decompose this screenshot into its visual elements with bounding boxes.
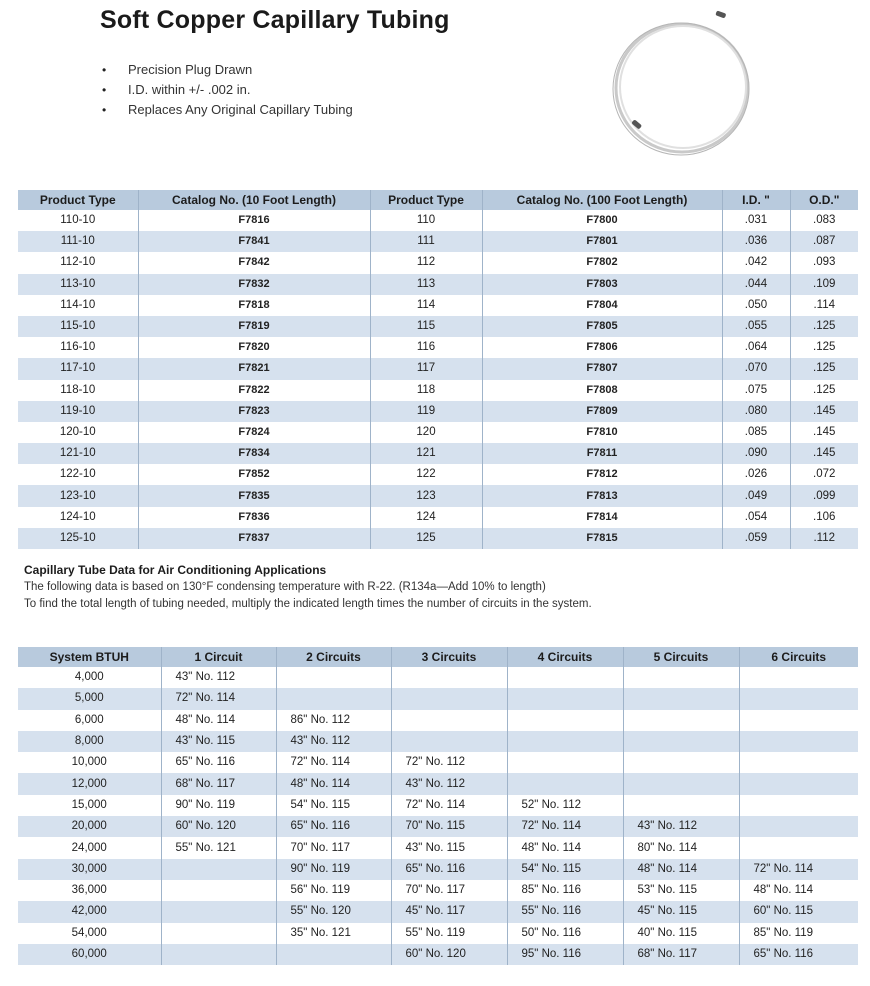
feature-list: [100, 60, 353, 120]
column-header: 6 Circuits: [739, 647, 858, 667]
table-cell: 24,000: [18, 837, 161, 858]
table-cell: F7819: [138, 316, 370, 337]
table-cell: [623, 710, 739, 731]
column-header: O.D.": [790, 190, 858, 210]
table-cell: .049: [722, 485, 790, 506]
table-row: [18, 859, 858, 880]
page-title: Soft Copper Capillary Tubing: [100, 6, 450, 34]
table-cell: 55" No. 120: [276, 901, 391, 922]
table-row: [18, 316, 858, 337]
table-cell: 4,000: [18, 667, 161, 688]
table-cell: 54,000: [18, 923, 161, 944]
table-row: [18, 528, 858, 549]
table-cell: 72" No. 114: [161, 688, 276, 709]
table-cell: 48" No. 114: [739, 880, 858, 901]
table-cell: .031: [722, 210, 790, 231]
table-cell: [507, 710, 623, 731]
table-cell: 120-10: [18, 422, 138, 443]
table-cell: [507, 667, 623, 688]
table-cell: 35" No. 121: [276, 923, 391, 944]
table-cell: 60" No. 120: [391, 944, 507, 965]
table-cell: [276, 667, 391, 688]
table-row: [18, 380, 858, 401]
table-cell: F7818: [138, 295, 370, 316]
table-cell: 50" No. 116: [507, 923, 623, 944]
table-cell: [739, 752, 858, 773]
table-cell: 10,000: [18, 752, 161, 773]
table-cell: 40" No. 115: [623, 923, 739, 944]
table-cell: 119-10: [18, 401, 138, 422]
table-cell: 110: [370, 210, 482, 231]
product-table-header: [18, 190, 858, 210]
table-cell: [276, 688, 391, 709]
table-cell: [391, 688, 507, 709]
table-cell: 68" No. 117: [161, 773, 276, 794]
table-row: [18, 773, 858, 794]
table-row: [18, 795, 858, 816]
column-header: 2 Circuits: [276, 647, 391, 667]
table-row: [18, 667, 858, 688]
bullet-icon: •: [102, 83, 107, 97]
table-cell: 113: [370, 274, 482, 295]
column-header: Product Type: [370, 190, 482, 210]
table-cell: 12,000: [18, 773, 161, 794]
table-cell: 90" No. 119: [161, 795, 276, 816]
table-cell: 20,000: [18, 816, 161, 837]
table-row: [18, 485, 858, 506]
table-cell: .050: [722, 295, 790, 316]
table-cell: [623, 773, 739, 794]
table-cell: F7816: [138, 210, 370, 231]
table-cell: F7824: [138, 422, 370, 443]
table-cell: 112-10: [18, 252, 138, 273]
table-cell: 48" No. 114: [623, 859, 739, 880]
table-cell: F7841: [138, 231, 370, 252]
table-cell: F7804: [482, 295, 722, 316]
column-header: I.D. ": [722, 190, 790, 210]
table-row: [18, 337, 858, 358]
table-cell: F7821: [138, 358, 370, 379]
table-cell: F7835: [138, 485, 370, 506]
table-cell: F7810: [482, 422, 722, 443]
table-cell: 43" No. 112: [391, 773, 507, 794]
table-cell: 70" No. 117: [391, 880, 507, 901]
table-cell: 36,000: [18, 880, 161, 901]
table-cell: .026: [722, 464, 790, 485]
bullet-icon: •: [102, 103, 107, 117]
table-cell: 86" No. 112: [276, 710, 391, 731]
table-cell: 15,000: [18, 795, 161, 816]
table-cell: [391, 667, 507, 688]
table-cell: 30,000: [18, 859, 161, 880]
table-cell: .145: [790, 422, 858, 443]
table-cell: .125: [790, 337, 858, 358]
table-cell: 43" No. 115: [161, 731, 276, 752]
table-row: [18, 710, 858, 731]
table-row: [18, 507, 858, 528]
table-cell: F7803: [482, 274, 722, 295]
column-header: System BTUH: [18, 647, 161, 667]
copper-coil-image: [604, 6, 764, 166]
table-cell: F7802: [482, 252, 722, 273]
table-cell: 72" No. 114: [276, 752, 391, 773]
table-cell: .085: [722, 422, 790, 443]
bullet-icon: •: [102, 63, 107, 77]
table-cell: [739, 795, 858, 816]
table-cell: F7815: [482, 528, 722, 549]
table-cell: 123: [370, 485, 482, 506]
table-cell: 118: [370, 380, 482, 401]
table-cell: F7813: [482, 485, 722, 506]
table-cell: 95" No. 116: [507, 944, 623, 965]
table-cell: [276, 944, 391, 965]
table-cell: F7805: [482, 316, 722, 337]
table-cell: 116-10: [18, 337, 138, 358]
table-cell: 52" No. 112: [507, 795, 623, 816]
table-cell: 43" No. 112: [276, 731, 391, 752]
table-cell: F7807: [482, 358, 722, 379]
table-row: [18, 401, 858, 422]
table-cell: .112: [790, 528, 858, 549]
table-cell: [739, 816, 858, 837]
table-cell: F7837: [138, 528, 370, 549]
table-row: [18, 295, 858, 316]
column-header: 4 Circuits: [507, 647, 623, 667]
table-cell: 65" No. 116: [276, 816, 391, 837]
table-cell: [507, 688, 623, 709]
table-cell: 115-10: [18, 316, 138, 337]
table-cell: .075: [722, 380, 790, 401]
table-cell: 122-10: [18, 464, 138, 485]
table-cell: 53" No. 115: [623, 880, 739, 901]
table-row: [18, 252, 858, 273]
table-cell: .059: [722, 528, 790, 549]
table-cell: 124-10: [18, 507, 138, 528]
table-cell: 117: [370, 358, 482, 379]
table-cell: 124: [370, 507, 482, 528]
table-row: [18, 923, 858, 944]
table-cell: 115: [370, 316, 482, 337]
table-cell: .090: [722, 443, 790, 464]
table-cell: [739, 773, 858, 794]
table-row: [18, 944, 858, 965]
table-cell: F7809: [482, 401, 722, 422]
table-cell: 60" No. 120: [161, 816, 276, 837]
table-cell: .064: [722, 337, 790, 358]
table-cell: F7814: [482, 507, 722, 528]
table-cell: F7800: [482, 210, 722, 231]
table-row: [18, 358, 858, 379]
table-cell: .125: [790, 358, 858, 379]
table-cell: 68" No. 117: [623, 944, 739, 965]
table-cell: 118-10: [18, 380, 138, 401]
table-cell: 55" No. 121: [161, 837, 276, 858]
feature-item: [100, 80, 353, 100]
table-cell: 54" No. 115: [507, 859, 623, 880]
table-cell: 110-10: [18, 210, 138, 231]
table-cell: F7852: [138, 464, 370, 485]
table-cell: F7842: [138, 252, 370, 273]
table-cell: 45" No. 117: [391, 901, 507, 922]
table-cell: [623, 752, 739, 773]
table-cell: 48" No. 114: [507, 837, 623, 858]
table-cell: .145: [790, 401, 858, 422]
table-cell: 125-10: [18, 528, 138, 549]
table-cell: 111-10: [18, 231, 138, 252]
table-cell: [507, 752, 623, 773]
table-row: [18, 731, 858, 752]
table-cell: F7832: [138, 274, 370, 295]
table-cell: 70" No. 117: [276, 837, 391, 858]
table-cell: 42,000: [18, 901, 161, 922]
table-cell: 48" No. 114: [276, 773, 391, 794]
table-cell: 8,000: [18, 731, 161, 752]
table-cell: [161, 923, 276, 944]
table-row: [18, 816, 858, 837]
table-cell: .042: [722, 252, 790, 273]
table-cell: [739, 731, 858, 752]
feature-text: I.D. within +/- .002 in.: [128, 82, 251, 97]
table-cell: [391, 710, 507, 731]
table-cell: 55" No. 116: [507, 901, 623, 922]
feature-text: Replaces Any Original Capillary Tubing: [128, 102, 353, 117]
feature-item: [100, 60, 353, 80]
table-cell: [623, 731, 739, 752]
table-cell: [739, 667, 858, 688]
table-cell: 117-10: [18, 358, 138, 379]
table-cell: 70" No. 115: [391, 816, 507, 837]
column-header: Product Type: [18, 190, 138, 210]
table-cell: 60" No. 115: [739, 901, 858, 922]
column-header: 1 Circuit: [161, 647, 276, 667]
table-cell: .145: [790, 443, 858, 464]
table-cell: F7801: [482, 231, 722, 252]
table-cell: [161, 880, 276, 901]
table-cell: F7834: [138, 443, 370, 464]
table-cell: .054: [722, 507, 790, 528]
table-cell: .106: [790, 507, 858, 528]
table-cell: 65" No. 116: [161, 752, 276, 773]
table-cell: 114: [370, 295, 482, 316]
table-cell: [507, 773, 623, 794]
column-header: 3 Circuits: [391, 647, 507, 667]
table-row: [18, 901, 858, 922]
table-cell: .080: [722, 401, 790, 422]
table-cell: [623, 667, 739, 688]
table-cell: 55" No. 119: [391, 923, 507, 944]
table-cell: [739, 688, 858, 709]
table-cell: 112: [370, 252, 482, 273]
table-cell: F7836: [138, 507, 370, 528]
table-cell: 65" No. 116: [391, 859, 507, 880]
column-header: Catalog No. (100 Foot Length): [482, 190, 722, 210]
table-cell: 85" No. 119: [739, 923, 858, 944]
table-cell: 43" No. 112: [161, 667, 276, 688]
table-row: [18, 752, 858, 773]
table-cell: [739, 837, 858, 858]
table-cell: [623, 795, 739, 816]
table-cell: 116: [370, 337, 482, 358]
table-cell: F7822: [138, 380, 370, 401]
table-row: [18, 231, 858, 252]
table-cell: 72" No. 114: [507, 816, 623, 837]
table-cell: 119: [370, 401, 482, 422]
table-row: [18, 274, 858, 295]
table-cell: .087: [790, 231, 858, 252]
table-cell: 56" No. 119: [276, 880, 391, 901]
table-cell: 48" No. 114: [161, 710, 276, 731]
table-cell: F7812: [482, 464, 722, 485]
table-row: [18, 688, 858, 709]
table-row: [18, 422, 858, 443]
ac-section-instruction: To find the total length of tubing needed, multiply the indicated length times the number of circuits in the system.: [24, 598, 592, 610]
table-cell: 72" No. 114: [391, 795, 507, 816]
table-cell: 60,000: [18, 944, 161, 965]
table-cell: F7820: [138, 337, 370, 358]
table-cell: [161, 901, 276, 922]
table-cell: 125: [370, 528, 482, 549]
table-cell: [507, 731, 623, 752]
table-cell: 5,000: [18, 688, 161, 709]
table-cell: 43" No. 115: [391, 837, 507, 858]
ac-section-note: The following data is based on 130°F condensing temperature with R-22. (R134a—Add 10% to length): [24, 581, 546, 593]
table-cell: [623, 688, 739, 709]
table-cell: 54" No. 115: [276, 795, 391, 816]
product-table: [18, 190, 858, 549]
table-cell: 113-10: [18, 274, 138, 295]
table-cell: 43" No. 112: [623, 816, 739, 837]
product-table-body: [18, 210, 858, 549]
ac-table-header: [18, 647, 858, 667]
table-cell: [391, 731, 507, 752]
ac-capillary-table: [18, 647, 858, 965]
table-cell: 45" No. 115: [623, 901, 739, 922]
table-cell: .070: [722, 358, 790, 379]
table-cell: 120: [370, 422, 482, 443]
table-cell: F7823: [138, 401, 370, 422]
table-cell: .055: [722, 316, 790, 337]
table-row: [18, 837, 858, 858]
table-cell: 121: [370, 443, 482, 464]
table-row: [18, 443, 858, 464]
feature-text: Precision Plug Drawn: [128, 62, 253, 77]
table-cell: .036: [722, 231, 790, 252]
table-cell: 122: [370, 464, 482, 485]
table-cell: F7806: [482, 337, 722, 358]
table-cell: .109: [790, 274, 858, 295]
table-cell: .125: [790, 316, 858, 337]
table-cell: .072: [790, 464, 858, 485]
table-cell: F7811: [482, 443, 722, 464]
table-cell: 72" No. 114: [739, 859, 858, 880]
table-cell: [161, 944, 276, 965]
table-cell: .083: [790, 210, 858, 231]
table-row: [18, 880, 858, 901]
table-cell: .093: [790, 252, 858, 273]
ac-table-body: [18, 667, 858, 965]
table-cell: .044: [722, 274, 790, 295]
table-cell: [161, 859, 276, 880]
table-cell: [739, 710, 858, 731]
table-cell: 80" No. 114: [623, 837, 739, 858]
table-cell: .114: [790, 295, 858, 316]
table-cell: 6,000: [18, 710, 161, 731]
table-cell: 123-10: [18, 485, 138, 506]
table-row: [18, 464, 858, 485]
table-cell: .099: [790, 485, 858, 506]
feature-item: [100, 100, 353, 120]
ac-section-heading: Capillary Tube Data for Air Conditioning Applications: [24, 563, 327, 577]
table-cell: F7808: [482, 380, 722, 401]
column-header: Catalog No. (10 Foot Length): [138, 190, 370, 210]
table-cell: 72" No. 112: [391, 752, 507, 773]
table-cell: 65" No. 116: [739, 944, 858, 965]
column-header: 5 Circuits: [623, 647, 739, 667]
table-cell: 90" No. 119: [276, 859, 391, 880]
table-cell: 111: [370, 231, 482, 252]
table-cell: 85" No. 116: [507, 880, 623, 901]
table-cell: 114-10: [18, 295, 138, 316]
table-row: [18, 210, 858, 231]
table-cell: 121-10: [18, 443, 138, 464]
table-cell: .125: [790, 380, 858, 401]
